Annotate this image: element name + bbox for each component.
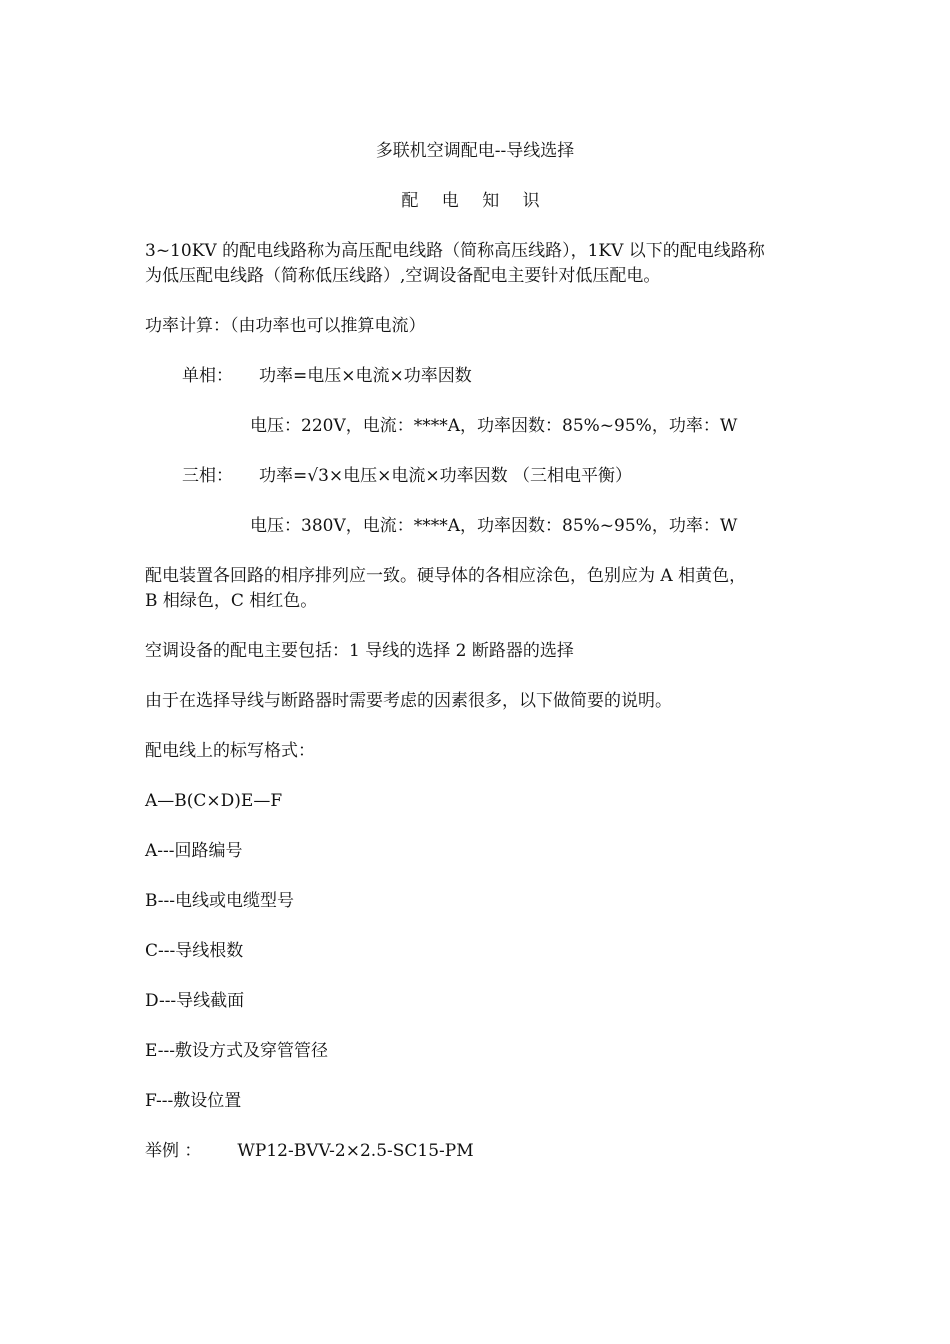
format-item-b: B---电线或电缆型号	[145, 891, 295, 911]
format-item-c: C---导线根数	[145, 941, 244, 961]
three-phase-values: 电压：380V，电流：****A，功率因数：85%~95%，功率：W	[250, 516, 738, 536]
phase-color-line-2: B 相绿色，C 相红色。	[145, 591, 318, 611]
phase-color-line-1: 配电装置各回路的相序排列应一致。硬导体的各相应涂色，色别应为 A 相黄色，	[145, 566, 747, 586]
format-item-f: F---敷设位置	[145, 1091, 242, 1111]
section-heading: 配 电 知 识	[401, 191, 549, 211]
label-format-pattern: A—B(C×D)E—F	[145, 791, 283, 811]
intro-line-1: 3~10KV 的配电线路称为高压配电线路（简称高压线路），1KV 以下的配电线路称	[145, 241, 765, 261]
document-title: 多联机空调配电--导线选择	[375, 141, 575, 161]
power-calc-heading: 功率计算：（由功率也可以推算电流）	[145, 316, 426, 336]
format-item-e: E---敷设方式及穿管管径	[145, 1041, 328, 1061]
three-phase-formula: 功率=√3×电压×电流×功率因数 （三相电平衡）	[259, 466, 633, 486]
example-row	[145, 1139, 474, 1163]
example-label: 举例 ：	[145, 1141, 202, 1161]
single-phase-formula: 功率=电压×电流×功率因数	[259, 366, 472, 386]
format-item-d: D---导线截面	[145, 991, 245, 1011]
format-item-a: A---回路编号	[145, 841, 243, 861]
three-phase-row	[182, 464, 632, 488]
three-phase-label: 三相：	[182, 466, 233, 486]
label-format-heading: 配电线上的标写格式：	[145, 741, 315, 761]
single-phase-label: 单相：	[182, 366, 233, 386]
explain-text: 由于在选择导线与断路器时需要考虑的因素很多，以下做简要的说明。	[145, 691, 672, 711]
example-value: WP12-BVV-2×2.5-SC15-PM	[237, 1141, 474, 1161]
single-phase-values: 电压：220V，电流：****A，功率因数：85%~95%，功率：W	[250, 416, 738, 436]
main-items-text: 空调设备的配电主要包括：1 导线的选择 2 断路器的选择	[145, 641, 574, 661]
intro-line-2: 为低压配电线路（简称低压线路）,空调设备配电主要针对低压配电。	[145, 266, 661, 286]
single-phase-row	[182, 364, 472, 388]
